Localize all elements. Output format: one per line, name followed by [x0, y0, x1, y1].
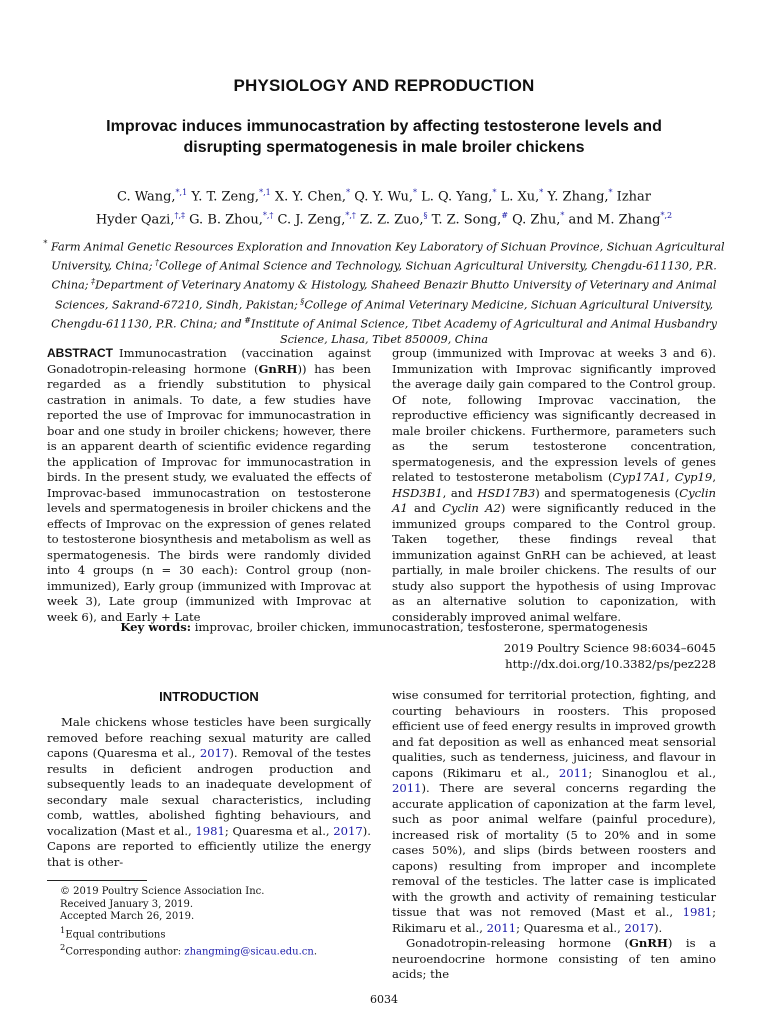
doi-link[interactable]: http://dx.doi.org/10.3382/ps/pez228 [505, 657, 716, 671]
separator: , [712, 470, 716, 484]
author-line-1 [50, 183, 718, 206]
citation [504, 640, 716, 672]
intro-text: Gonadotropin-releasing hormone ( [406, 936, 629, 950]
author-affiliation-mark[interactable]: * [346, 188, 351, 197]
author-affiliation-mark[interactable]: *,2 [660, 211, 673, 221]
author-affiliation-mark[interactable]: * [412, 188, 417, 197]
author-affiliation-mark[interactable]: *,1 [175, 188, 188, 197]
author-affiliation-mark[interactable]: * [492, 188, 497, 197]
journal-citation: 2019 Poultry Science 98:6034–6045 [503, 641, 716, 655]
separator: , [665, 470, 675, 484]
author-name: C. Wang, [116, 189, 176, 205]
received-date: Received January 3, 2019. [60, 898, 194, 910]
intro-text: ; Quaresma et al., [516, 920, 625, 935]
affiliation-mark: ‡ [88, 277, 96, 287]
author-affiliation-mark[interactable]: * [608, 188, 613, 197]
gene-name: Cyclin A1 [392, 485, 716, 515]
affiliation-text: Department of Veterinary Anatomy & Histology, Shaheed Benazir Bhutto University of Veterinary and Animal Sciences, Sakrand-67210, Sindh, Pakistan; [54, 279, 717, 312]
intro-text: wise consumed for territorial protection, fighting, and courting behaviours in roosters. This proposed efficient use of feed energy results in improved growth and fat deposition as well as enhanced meat sensorial qualities, such as tenderness, juiciness, and flavour in capons (Rikimaru et al., [392, 688, 716, 780]
gene-name: HSD3B1 [392, 485, 443, 500]
intro-text: ; Quaresma et al., [224, 823, 334, 838]
gene-name: Cyp19 [674, 470, 713, 484]
author-affiliation-mark[interactable]: § [423, 211, 428, 221]
author-name: and M. Zhang [564, 212, 661, 228]
reference-link[interactable]: 2011 [558, 765, 589, 780]
author-name: Q. Zhu, [508, 212, 561, 228]
introduction-heading: INTRODUCTION [159, 689, 259, 704]
intro-text: ; Rikimaru et al., [392, 905, 716, 935]
abstract-label: ABSTRACT [47, 346, 113, 360]
keywords [0, 620, 768, 634]
footnote-text: Corresponding author: [65, 946, 185, 958]
intro-text: ). Removal of the testes results in deficient androgen production and subsequently leads to an inadequate development of secondary male sexual characteristics, including comb, wattles, abolished fighting behaviours, and vocalization (Mast et al., [47, 746, 371, 838]
keywords-text: improvac, broiler chicken, immunocastration, testosterone, spermatogenesis [191, 620, 648, 634]
intro-text: ). [654, 920, 663, 935]
title-line-1: Improvac induces immunocastration by affecting testosterone levels and [106, 118, 662, 135]
abstract-gnrh: GnRH [258, 361, 298, 376]
reference-link[interactable]: 2017 [624, 920, 654, 935]
intro-text: Male chickens whose testicles have been surgically removed before reaching sexual maturity are called capons (Quaresma et al., [47, 715, 371, 760]
author-line-2 [50, 206, 718, 229]
intro-text: ; Sinanoglou et al., [588, 765, 716, 780]
author-name: T. Z. Song, [427, 212, 502, 228]
affiliation-text: College of Animal Veterinary Medicine, Sichuan Agricultural University, Chengdu-611130, P.R. China; and [51, 298, 714, 331]
author-name: Q. Y. Wu, [350, 189, 413, 205]
reference-link[interactable]: 2011 [392, 781, 422, 795]
reference-link[interactable]: 1981 [682, 905, 713, 919]
separator: and [407, 501, 443, 515]
author-name: G. B. Zhou, [185, 212, 263, 228]
footnote-text: . [313, 946, 318, 958]
abstract-text: )) has been regarded as a friendly substitution to physical castration in animals. To date, a few studies have reported the use of Improvac for immunocastration in boar and one study in broiler chickens; however, there is an apparent dearth of scientific evidence regarding the application of Improvac for immunocastration in birds. In the present study, we evaluated the effects of Improvac-based immunocastration on testosterone levels and spermatogenesis in broiler chickens and the effects of Improvac on the expression of genes related to testosterone biosynthesis and metabolism as well as spermatogenesis. The birds were randomly divided into 4 groups (n = 30 each): Control group (non-immunized), Early group (immunized with Improvac at week 3), Late group (immunized with Improvac at week 6), and Early + Late [47, 361, 371, 624]
abstract-text: ) and spermatogenesis ( [535, 485, 680, 500]
author-affiliation-mark[interactable]: *,† [262, 211, 274, 221]
title-line-2: disrupting spermatogenesis in male broiler chickens [183, 139, 585, 156]
footnotes [60, 886, 317, 959]
article-title [40, 116, 728, 158]
author-affiliation-mark[interactable]: *,† [345, 211, 356, 221]
footnote-divider [47, 880, 147, 881]
intro-gnrh: GnRH [628, 936, 668, 950]
affiliation-text: Institute of Animal Science, Tibet Academy of Agricultural and Animal Husbandry Science, Lhasa, Tibet 850009, China [250, 317, 717, 347]
author-name: L. Q. Yang, [416, 189, 493, 205]
affiliation-text: College of Animal Science and Technology, Sichuan Agricultural University, Chengdu-611130, P.R. China; [51, 259, 717, 293]
author-list [50, 183, 718, 230]
gene-name: Cyclin A2 [442, 501, 501, 515]
author-affiliation-mark[interactable]: # [501, 211, 509, 221]
abstract-text: ) were significantly reduced in the immunized groups compared to the Control group. Taken together, these findings reveal that immunization against GnRH can be achieved, at least partially, in male broiler chickens. The results of our study also support the hypothesis of using Improvac as an alternative solution to caponization, with considerably improved animal welfare. [392, 501, 716, 624]
abstract-right-column [392, 346, 716, 625]
author-name: Y. T. Zeng, [187, 189, 260, 205]
affiliation-mark: # [241, 315, 251, 325]
reference-link[interactable]: 2017 [333, 823, 363, 838]
author-affiliation-mark[interactable]: †,‡ [174, 211, 185, 221]
abstract-left-column [47, 346, 371, 625]
author-affiliation-mark[interactable]: * [539, 188, 544, 197]
reference-link[interactable]: 2011 [486, 920, 517, 935]
affiliations [40, 236, 728, 348]
author-name: C. J. Zeng, [273, 212, 346, 228]
affiliation-mark: § [297, 296, 305, 306]
introduction-left-column [47, 715, 371, 870]
footnote-2 [60, 941, 317, 959]
intro-text: ). Capons are reported to efficiently utilize the energy that is other- [47, 823, 371, 869]
intro-text: ). There are several concerns regarding the accurate application of caponization at the farm level, such as poor animal welfare (painful procedure), increased risk of mortality (5 to 20% and in some cases 50%), and slips (birds between roosters and capons) resulting from improper and incomplete removal of the testicles. The latter case is implicated with the growth and activity of remaining testicular tissue that was not removed (Mast et al., [392, 781, 716, 919]
affiliation-mark: * [43, 239, 48, 248]
gene-name: HSD17B3 [477, 485, 536, 500]
reference-link[interactable]: 2017 [199, 746, 230, 760]
abstract-text: group (immunized with Improvac at weeks 3 and 6). Immunization with Improvac significantly improved the average daily gain compared to the Control group. Of note, following Improvac vaccination, the reproductive efficiency was significantly decreased in male broiler chickens. Furthermore, parameters such as the serum testosterone concentration, spermatogenesis, and the expression levels of genes related to testosterone metabolism ( [392, 346, 716, 484]
author-affiliation-mark[interactable]: * [560, 211, 565, 221]
affiliation-mark: † [152, 258, 160, 268]
keywords-label: Key words: [120, 620, 192, 634]
author-name: Hyder Qazi, [95, 212, 175, 228]
reference-link[interactable]: 1981 [195, 823, 225, 838]
intro-text: ) is a neuroendocrine hormone consisting of ten amino acids; the [392, 936, 716, 981]
footnote-mark: 2 [60, 942, 66, 953]
separator: , and [442, 485, 478, 500]
abstract-text: Immunocastration (vaccination against Gonadotropin-releasing hormone ( [47, 346, 371, 376]
footnote-1 [60, 924, 317, 942]
author-name: L. Xu, [496, 189, 540, 205]
gene-name: Cyp17A1 [612, 470, 666, 484]
affiliation-text: Farm Animal Genetic Resources Exploration and Innovation Key Laboratory of Sichuan Province, Sichuan Agricultural University, China; [47, 240, 725, 273]
email-link[interactable]: zhangming@sicau.edu.cn [184, 946, 314, 958]
footnote-mark: 1 [60, 924, 66, 935]
author-name: X. Y. Chen, [270, 189, 347, 205]
author-name: Izhar [612, 189, 652, 205]
author-name: Z. Z. Zuo, [355, 212, 424, 228]
page-number: 6034 [370, 993, 398, 1006]
introduction-right-column [392, 688, 716, 983]
copyright-note: © 2019 Poultry Science Association Inc. [60, 886, 265, 897]
section-title: PHYSIOLOGY AND REPRODUCTION [233, 76, 535, 95]
author-affiliation-mark[interactable]: *,1 [259, 188, 271, 197]
footnote-text: Equal contributions [65, 928, 166, 940]
accepted-date: Accepted March 26, 2019. [60, 911, 195, 922]
author-name: Y. Zhang, [543, 189, 609, 205]
